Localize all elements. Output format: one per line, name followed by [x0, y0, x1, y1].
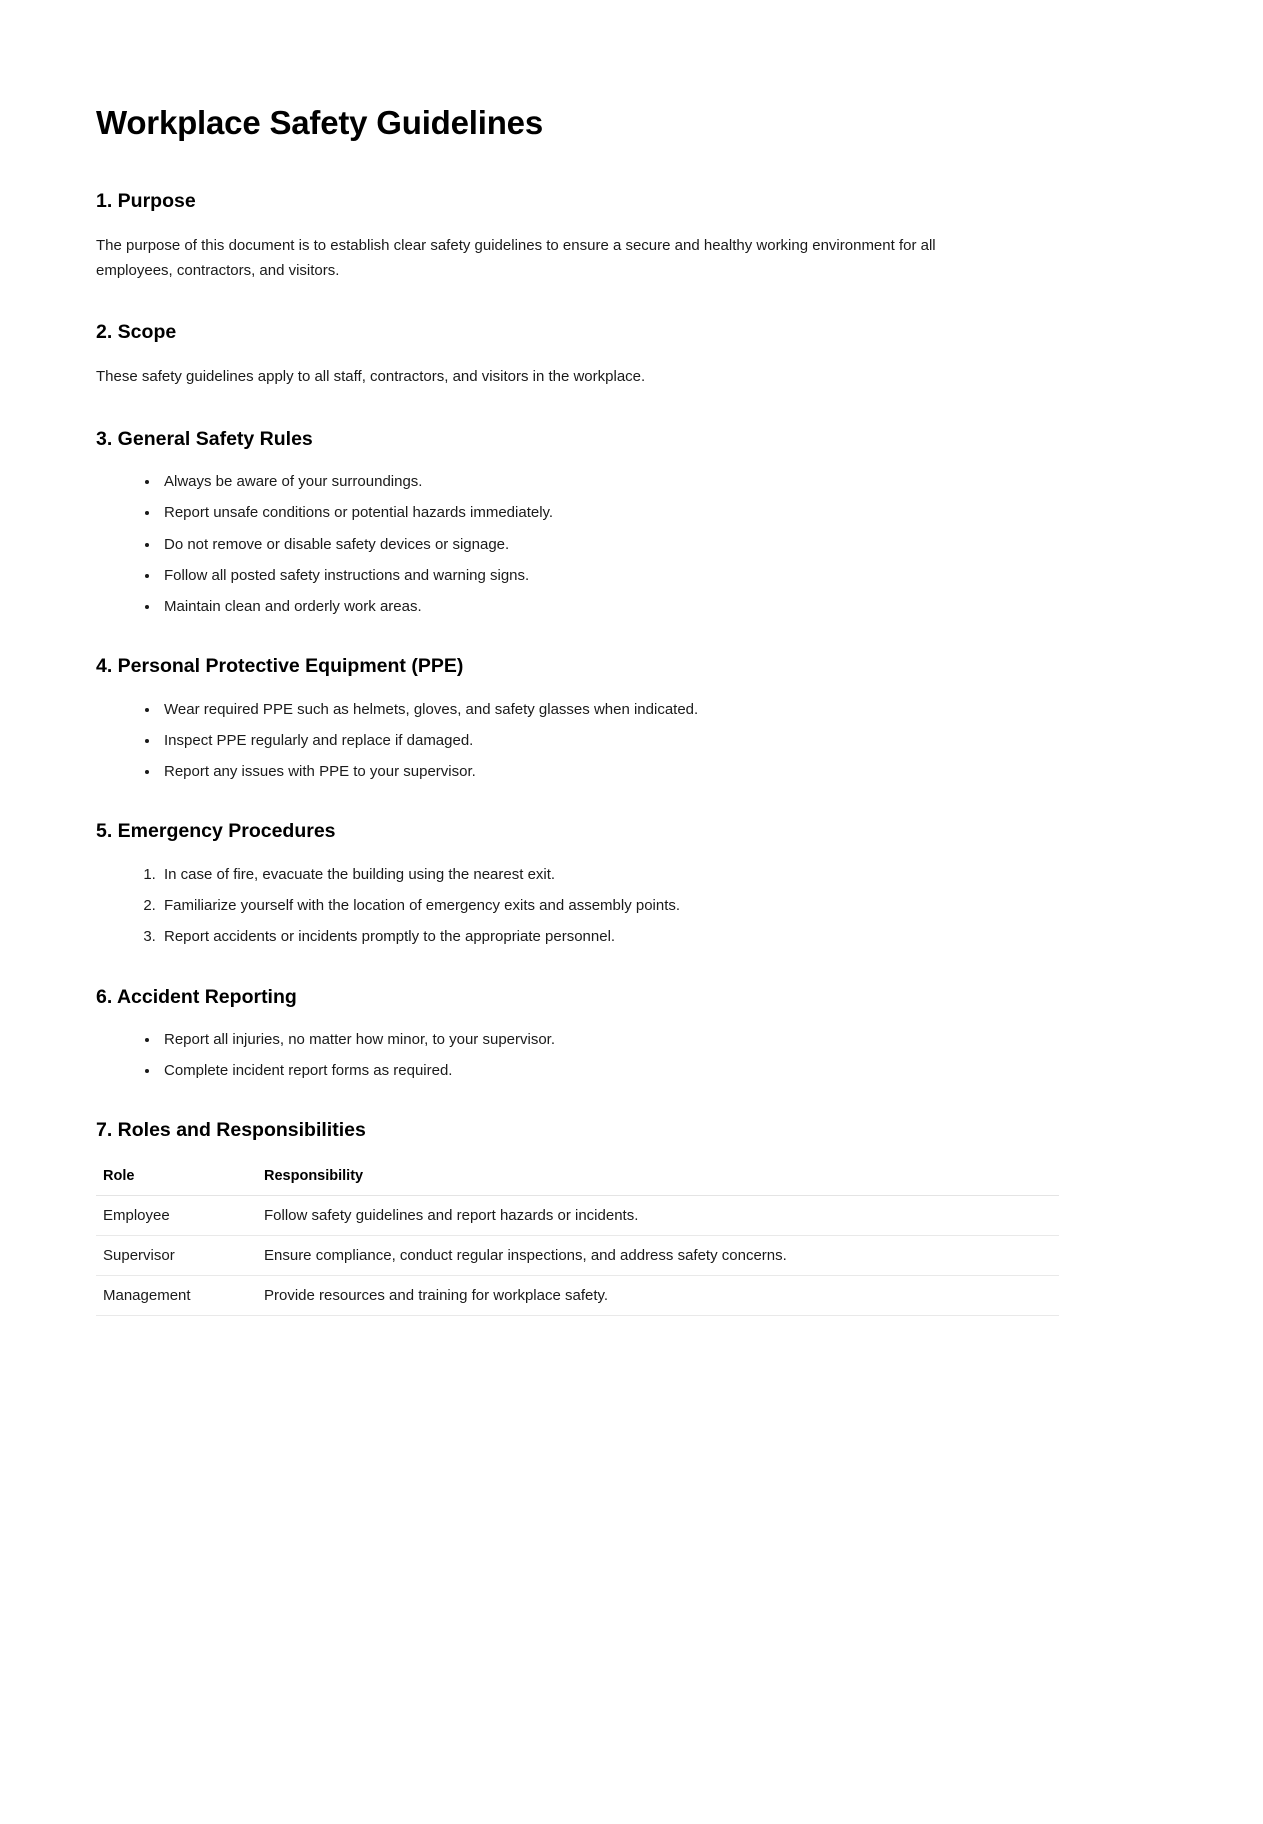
table-row	[96, 1275, 1059, 1315]
list-item: 1. In case of fire, evacuate the building using the nearest exit.	[160, 865, 1167, 885]
cell-role: Supervisor	[96, 1235, 261, 1275]
list-item: • Complete incident report forms as required.	[160, 1061, 1167, 1081]
section-heading-purpose: 1. Purpose	[96, 189, 196, 212]
page-title: Workplace Safety Guidelines	[96, 104, 543, 141]
column-header-role: Role	[96, 1164, 261, 1196]
section-heading-personal-protective-equipment: 4. Personal Protective Equipment (PPE)	[96, 655, 464, 678]
table-row	[96, 1195, 1059, 1235]
section-paragraph-scope: These safety guidelines apply to all staff, contractors, and visitors in the workplace.	[96, 368, 646, 386]
cell-responsibility: Follow safety guidelines and report hazards or incidents.	[261, 1195, 1059, 1235]
section-purpose	[96, 190, 1167, 283]
list-item: • Always be aware of your surroundings.	[160, 472, 1167, 492]
section-roles-and-responsibilities	[96, 1119, 1167, 1315]
list-item: • Inspect PPE regularly and replace if damaged.	[160, 731, 1167, 751]
table-body	[96, 1195, 1059, 1315]
list-item: • Report any issues with PPE to your supervisor.	[160, 762, 1167, 782]
list-item: • Report all injuries, no matter how minor, to your supervisor.	[160, 1030, 1167, 1050]
section-heading-scope: 2. Scope	[96, 320, 177, 343]
column-header-responsibility: Responsibility	[261, 1164, 1059, 1196]
general-safety-rules-list	[96, 472, 1167, 617]
section-personal-protective-equipment	[96, 655, 1167, 782]
table-row	[96, 1235, 1059, 1275]
section-heading-emergency-procedures: 5. Emergency Procedures	[96, 820, 336, 843]
section-heading-accident-reporting: 6. Accident Reporting	[96, 985, 297, 1008]
list-item: • Wear required PPE such as helmets, gloves, and safety glasses when indicated.	[160, 700, 1167, 720]
accident-reporting-list	[96, 1030, 1167, 1082]
cell-responsibility: Ensure compliance, conduct regular inspections, and address safety concerns.	[261, 1235, 1059, 1275]
cell-role: Management	[96, 1275, 261, 1315]
roles-responsibilities-table	[96, 1164, 1059, 1316]
list-item: • Report unsafe conditions or potential hazards immediately.	[160, 503, 1167, 523]
page-bottom-whitespace	[96, 1354, 1167, 1824]
emergency-procedures-list	[96, 865, 1167, 948]
list-item: • Do not remove or disable safety devices or signage.	[160, 535, 1167, 555]
list-item: 3. Report accidents or incidents promptly to the appropriate personnel.	[160, 927, 1167, 947]
section-general-safety-rules	[96, 428, 1167, 618]
list-item: 2. Familiarize yourself with the location of emergency exits and assembly points.	[160, 896, 1167, 916]
cell-responsibility: Provide resources and training for workplace safety.	[261, 1275, 1059, 1315]
section-accident-reporting	[96, 986, 1167, 1082]
ppe-list	[96, 700, 1167, 783]
list-item: • Maintain clean and orderly work areas.	[160, 597, 1167, 617]
cell-role: Employee	[96, 1195, 261, 1235]
table-header-row	[96, 1164, 1059, 1196]
list-item: • Follow all posted safety instructions and warning signs.	[160, 566, 1167, 586]
section-emergency-procedures	[96, 820, 1167, 947]
section-scope	[96, 321, 1167, 390]
section-paragraph-purpose: The purpose of this document is to establish clear safety guidelines to ensure a secure and healthy working environment for all employees, contractors, and visitors.	[96, 237, 936, 279]
section-heading-general-safety-rules: 3. General Safety Rules	[96, 427, 313, 450]
table-header	[96, 1164, 1059, 1196]
section-heading-roles-and-responsibilities: 7. Roles and Responsibilities	[96, 1119, 366, 1142]
